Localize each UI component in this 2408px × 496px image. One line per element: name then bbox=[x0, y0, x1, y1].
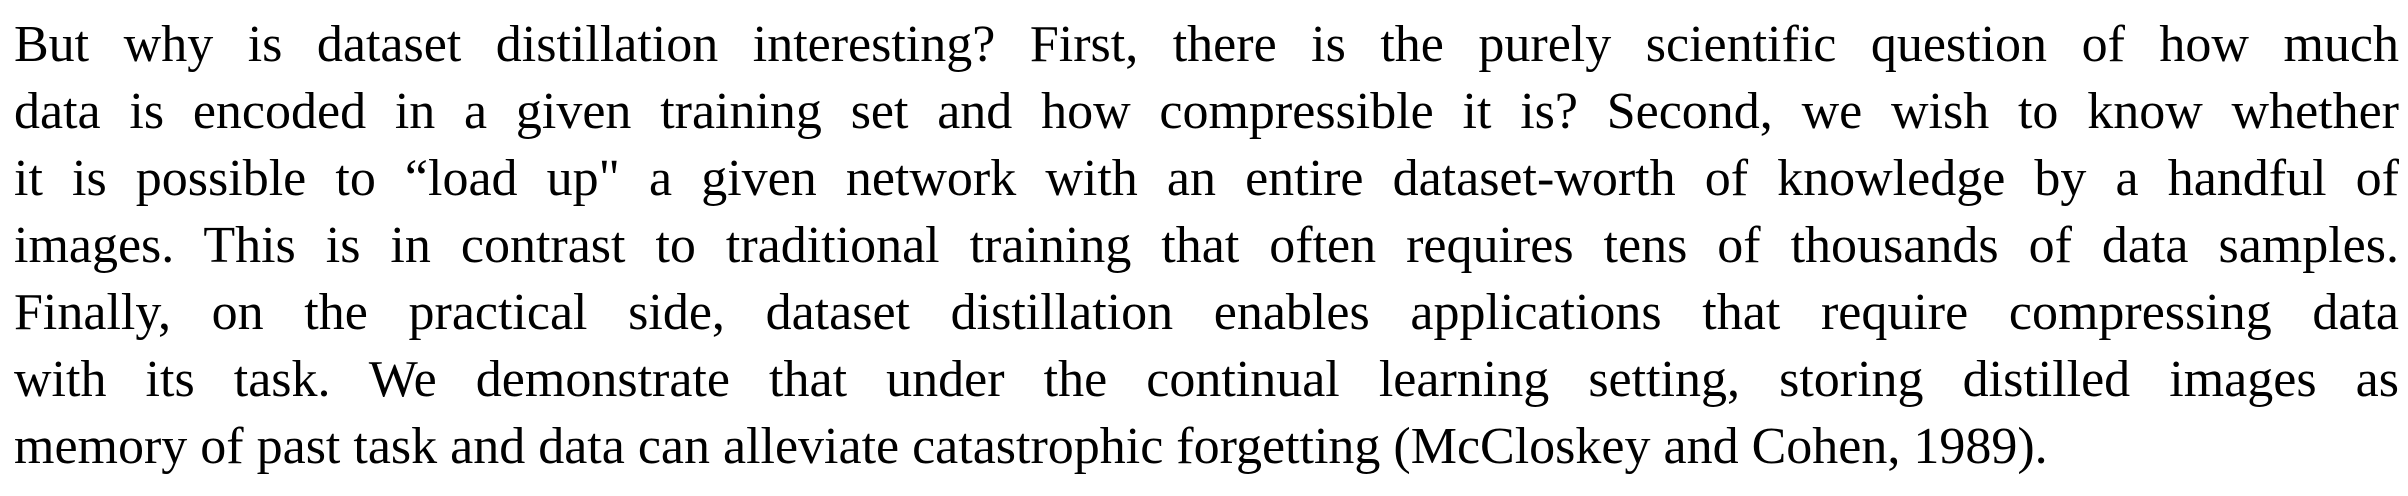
paragraph-line-3: it is possible to “load up" a given network with an entire dataset-worth of knowledge by a handful of bbox=[14, 150, 2399, 207]
paragraph-line-2: data is encoded in a given training set and how compressible it is? Second, we wish to know whether bbox=[14, 83, 2399, 140]
paragraph-line-7: memory of past task and data can alleviate catastrophic forgetting (McCloskey and Cohen, 1989). bbox=[14, 418, 2048, 475]
paragraph-line-6: with its task. We demonstrate that under the continual learning setting, storing distilled images as bbox=[14, 351, 2399, 408]
paragraph-line-1: But why is dataset distillation interesting? First, there is the purely scientific question of how much bbox=[14, 16, 2399, 73]
paragraph-line-4: images. This is in contrast to traditional training that often requires tens of thousands of data samples. bbox=[14, 217, 2399, 274]
paragraph-line-5: Finally, on the practical side, dataset distillation enables applications that require compressing data bbox=[14, 284, 2399, 341]
paper-paragraph bbox=[14, 11, 2399, 480]
